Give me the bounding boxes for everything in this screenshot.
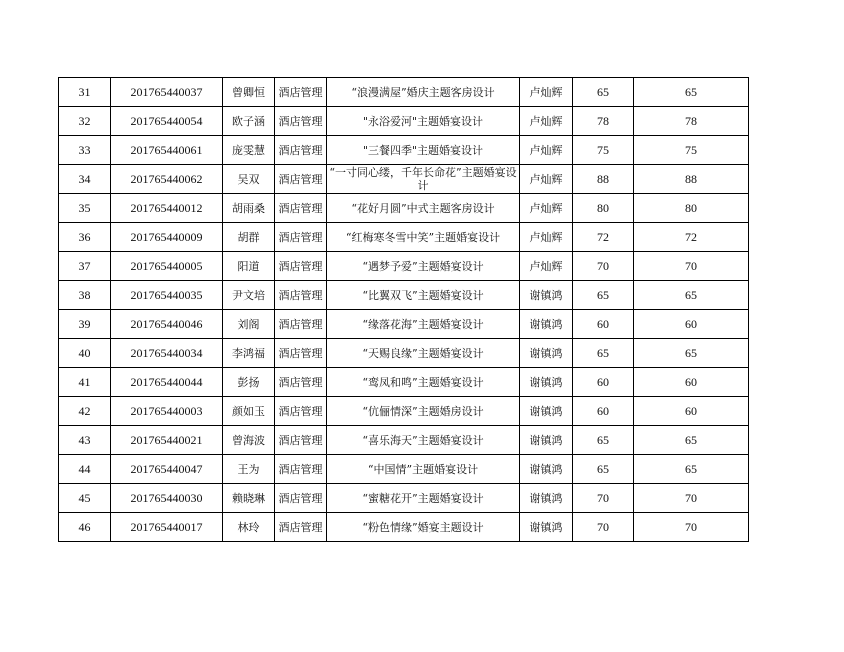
row-number-cell: 37 xyxy=(59,252,111,281)
student-id-cell: 201765440017 xyxy=(111,513,223,542)
table-body xyxy=(59,78,749,542)
thesis-title-cell: “红梅寒冬雪中笑”主题婚宴设计 xyxy=(327,223,520,252)
final-score-cell: 70 xyxy=(634,484,749,513)
table-row xyxy=(59,252,749,281)
student-name-cell: 尹文培 xyxy=(223,281,275,310)
student-id-cell: 201765440005 xyxy=(111,252,223,281)
final-score-cell: 70 xyxy=(634,252,749,281)
score-cell: 70 xyxy=(573,513,634,542)
thesis-title-cell: “缘落花海”主题婚宴设计 xyxy=(327,310,520,339)
table-row xyxy=(59,339,749,368)
row-number-cell: 44 xyxy=(59,455,111,484)
row-number-cell: 41 xyxy=(59,368,111,397)
score-cell: 88 xyxy=(573,165,634,194)
advisor-cell: 卢灿辉 xyxy=(520,223,573,252)
thesis-title-cell: “天赐良缘”主题婚宴设计 xyxy=(327,339,520,368)
thesis-title-cell: “一寸同心缕，千年长命花”主题婚宴设计 xyxy=(327,165,520,194)
thesis-title-cell: “浪漫满屋”婚庆主题客房设计 xyxy=(327,78,520,107)
row-number-cell: 33 xyxy=(59,136,111,165)
advisor-cell: 谢镇鸿 xyxy=(520,513,573,542)
student-id-cell: 201765440037 xyxy=(111,78,223,107)
thesis-title-cell: “粉色情缘”婚宴主题设计 xyxy=(327,513,520,542)
score-cell: 70 xyxy=(573,484,634,513)
final-score-cell: 60 xyxy=(634,310,749,339)
advisor-cell: 卢灿辉 xyxy=(520,136,573,165)
thesis-title-cell: “伉俪情深”主题婚房设计 xyxy=(327,397,520,426)
student-id-cell: 201765440044 xyxy=(111,368,223,397)
score-cell: 65 xyxy=(573,281,634,310)
row-number-cell: 38 xyxy=(59,281,111,310)
table-row xyxy=(59,455,749,484)
student-id-cell: 201765440021 xyxy=(111,426,223,455)
final-score-cell: 65 xyxy=(634,339,749,368)
advisor-cell: 谢镇鸿 xyxy=(520,484,573,513)
row-number-cell: 36 xyxy=(59,223,111,252)
score-cell: 60 xyxy=(573,368,634,397)
table-row xyxy=(59,194,749,223)
major-cell: 酒店管理 xyxy=(275,223,327,252)
advisor-cell: 卢灿辉 xyxy=(520,107,573,136)
advisor-cell: 谢镇鸿 xyxy=(520,455,573,484)
major-cell: 酒店管理 xyxy=(275,397,327,426)
score-cell: 65 xyxy=(573,426,634,455)
advisor-cell: 卢灿辉 xyxy=(520,165,573,194)
thesis-title-cell: "三餐四季"主题婚宴设计 xyxy=(327,136,520,165)
row-number-cell: 43 xyxy=(59,426,111,455)
score-cell: 78 xyxy=(573,107,634,136)
student-name-cell: 曾海波 xyxy=(223,426,275,455)
final-score-cell: 65 xyxy=(634,281,749,310)
student-id-cell: 201765440030 xyxy=(111,484,223,513)
final-score-cell: 72 xyxy=(634,223,749,252)
table-row xyxy=(59,165,749,194)
student-name-cell: 阳道 xyxy=(223,252,275,281)
table-row xyxy=(59,513,749,542)
thesis-title-cell: “遇梦予爱”主题婚宴设计 xyxy=(327,252,520,281)
table-row xyxy=(59,223,749,252)
student-id-cell: 201765440009 xyxy=(111,223,223,252)
major-cell: 酒店管理 xyxy=(275,165,327,194)
thesis-title-cell: “蜜糖花开”主题婚宴设计 xyxy=(327,484,520,513)
student-id-cell: 201765440054 xyxy=(111,107,223,136)
student-name-cell: 欧子涵 xyxy=(223,107,275,136)
thesis-title-cell: “喜乐海天”主题婚宴设计 xyxy=(327,426,520,455)
score-cell: 65 xyxy=(573,455,634,484)
final-score-cell: 60 xyxy=(634,368,749,397)
table-row xyxy=(59,107,749,136)
student-id-cell: 201765440034 xyxy=(111,339,223,368)
advisor-cell: 卢灿辉 xyxy=(520,252,573,281)
student-name-cell: 林玲 xyxy=(223,513,275,542)
final-score-cell: 80 xyxy=(634,194,749,223)
row-number-cell: 35 xyxy=(59,194,111,223)
student-name-cell: 李鸿福 xyxy=(223,339,275,368)
major-cell: 酒店管理 xyxy=(275,484,327,513)
final-score-cell: 70 xyxy=(634,513,749,542)
student-name-cell: 胡雨桑 xyxy=(223,194,275,223)
major-cell: 酒店管理 xyxy=(275,252,327,281)
student-id-cell: 201765440012 xyxy=(111,194,223,223)
student-id-cell: 201765440061 xyxy=(111,136,223,165)
score-cell: 70 xyxy=(573,252,634,281)
row-number-cell: 34 xyxy=(59,165,111,194)
final-score-cell: 78 xyxy=(634,107,749,136)
advisor-cell: 谢镇鸿 xyxy=(520,281,573,310)
score-cell: 75 xyxy=(573,136,634,165)
score-cell: 65 xyxy=(573,339,634,368)
thesis-title-cell: "永浴爱河"主题婚宴设计 xyxy=(327,107,520,136)
student-name-cell: 彭扬 xyxy=(223,368,275,397)
final-score-cell: 65 xyxy=(634,455,749,484)
advisor-cell: 谢镇鸿 xyxy=(520,310,573,339)
student-name-cell: 颜如玉 xyxy=(223,397,275,426)
row-number-cell: 40 xyxy=(59,339,111,368)
major-cell: 酒店管理 xyxy=(275,136,327,165)
table-row xyxy=(59,426,749,455)
advisor-cell: 卢灿辉 xyxy=(520,78,573,107)
major-cell: 酒店管理 xyxy=(275,78,327,107)
final-score-cell: 88 xyxy=(634,165,749,194)
row-number-cell: 32 xyxy=(59,107,111,136)
table-row xyxy=(59,397,749,426)
student-name-cell: 吴双 xyxy=(223,165,275,194)
advisor-cell: 卢灿辉 xyxy=(520,194,573,223)
table-row xyxy=(59,310,749,339)
major-cell: 酒店管理 xyxy=(275,194,327,223)
major-cell: 酒店管理 xyxy=(275,426,327,455)
major-cell: 酒店管理 xyxy=(275,310,327,339)
table-row xyxy=(59,484,749,513)
table-row xyxy=(59,136,749,165)
thesis-title-cell: “比翼双飞”主题婚宴设计 xyxy=(327,281,520,310)
student-name-cell: 赖晓琳 xyxy=(223,484,275,513)
advisor-cell: 谢镇鸿 xyxy=(520,397,573,426)
major-cell: 酒店管理 xyxy=(275,455,327,484)
major-cell: 酒店管理 xyxy=(275,513,327,542)
row-number-cell: 45 xyxy=(59,484,111,513)
student-name-cell: 王为 xyxy=(223,455,275,484)
student-id-cell: 201765440035 xyxy=(111,281,223,310)
score-cell: 60 xyxy=(573,310,634,339)
grades-table xyxy=(58,77,749,542)
student-name-cell: 庞雯慧 xyxy=(223,136,275,165)
final-score-cell: 65 xyxy=(634,78,749,107)
final-score-cell: 75 xyxy=(634,136,749,165)
major-cell: 酒店管理 xyxy=(275,107,327,136)
thesis-title-cell: “花好月圆”中式主题客房设计 xyxy=(327,194,520,223)
score-cell: 72 xyxy=(573,223,634,252)
student-id-cell: 201765440047 xyxy=(111,455,223,484)
score-cell: 65 xyxy=(573,78,634,107)
advisor-cell: 谢镇鸿 xyxy=(520,339,573,368)
major-cell: 酒店管理 xyxy=(275,339,327,368)
table-row xyxy=(59,281,749,310)
row-number-cell: 46 xyxy=(59,513,111,542)
row-number-cell: 42 xyxy=(59,397,111,426)
student-id-cell: 201765440046 xyxy=(111,310,223,339)
student-id-cell: 201765440003 xyxy=(111,397,223,426)
thesis-title-cell: “鸾凤和鸣”主题婚宴设计 xyxy=(327,368,520,397)
major-cell: 酒店管理 xyxy=(275,368,327,397)
score-cell: 60 xyxy=(573,397,634,426)
student-name-cell: 胡群 xyxy=(223,223,275,252)
advisor-cell: 谢镇鸿 xyxy=(520,426,573,455)
row-number-cell: 39 xyxy=(59,310,111,339)
major-cell: 酒店管理 xyxy=(275,281,327,310)
table-row xyxy=(59,78,749,107)
advisor-cell: 谢镇鸿 xyxy=(520,368,573,397)
table-row xyxy=(59,368,749,397)
final-score-cell: 60 xyxy=(634,397,749,426)
score-cell: 80 xyxy=(573,194,634,223)
student-name-cell: 刘阁 xyxy=(223,310,275,339)
student-name-cell: 曾卿恒 xyxy=(223,78,275,107)
final-score-cell: 65 xyxy=(634,426,749,455)
student-id-cell: 201765440062 xyxy=(111,165,223,194)
row-number-cell: 31 xyxy=(59,78,111,107)
thesis-title-cell: “中国情”主题婚宴设计 xyxy=(327,455,520,484)
